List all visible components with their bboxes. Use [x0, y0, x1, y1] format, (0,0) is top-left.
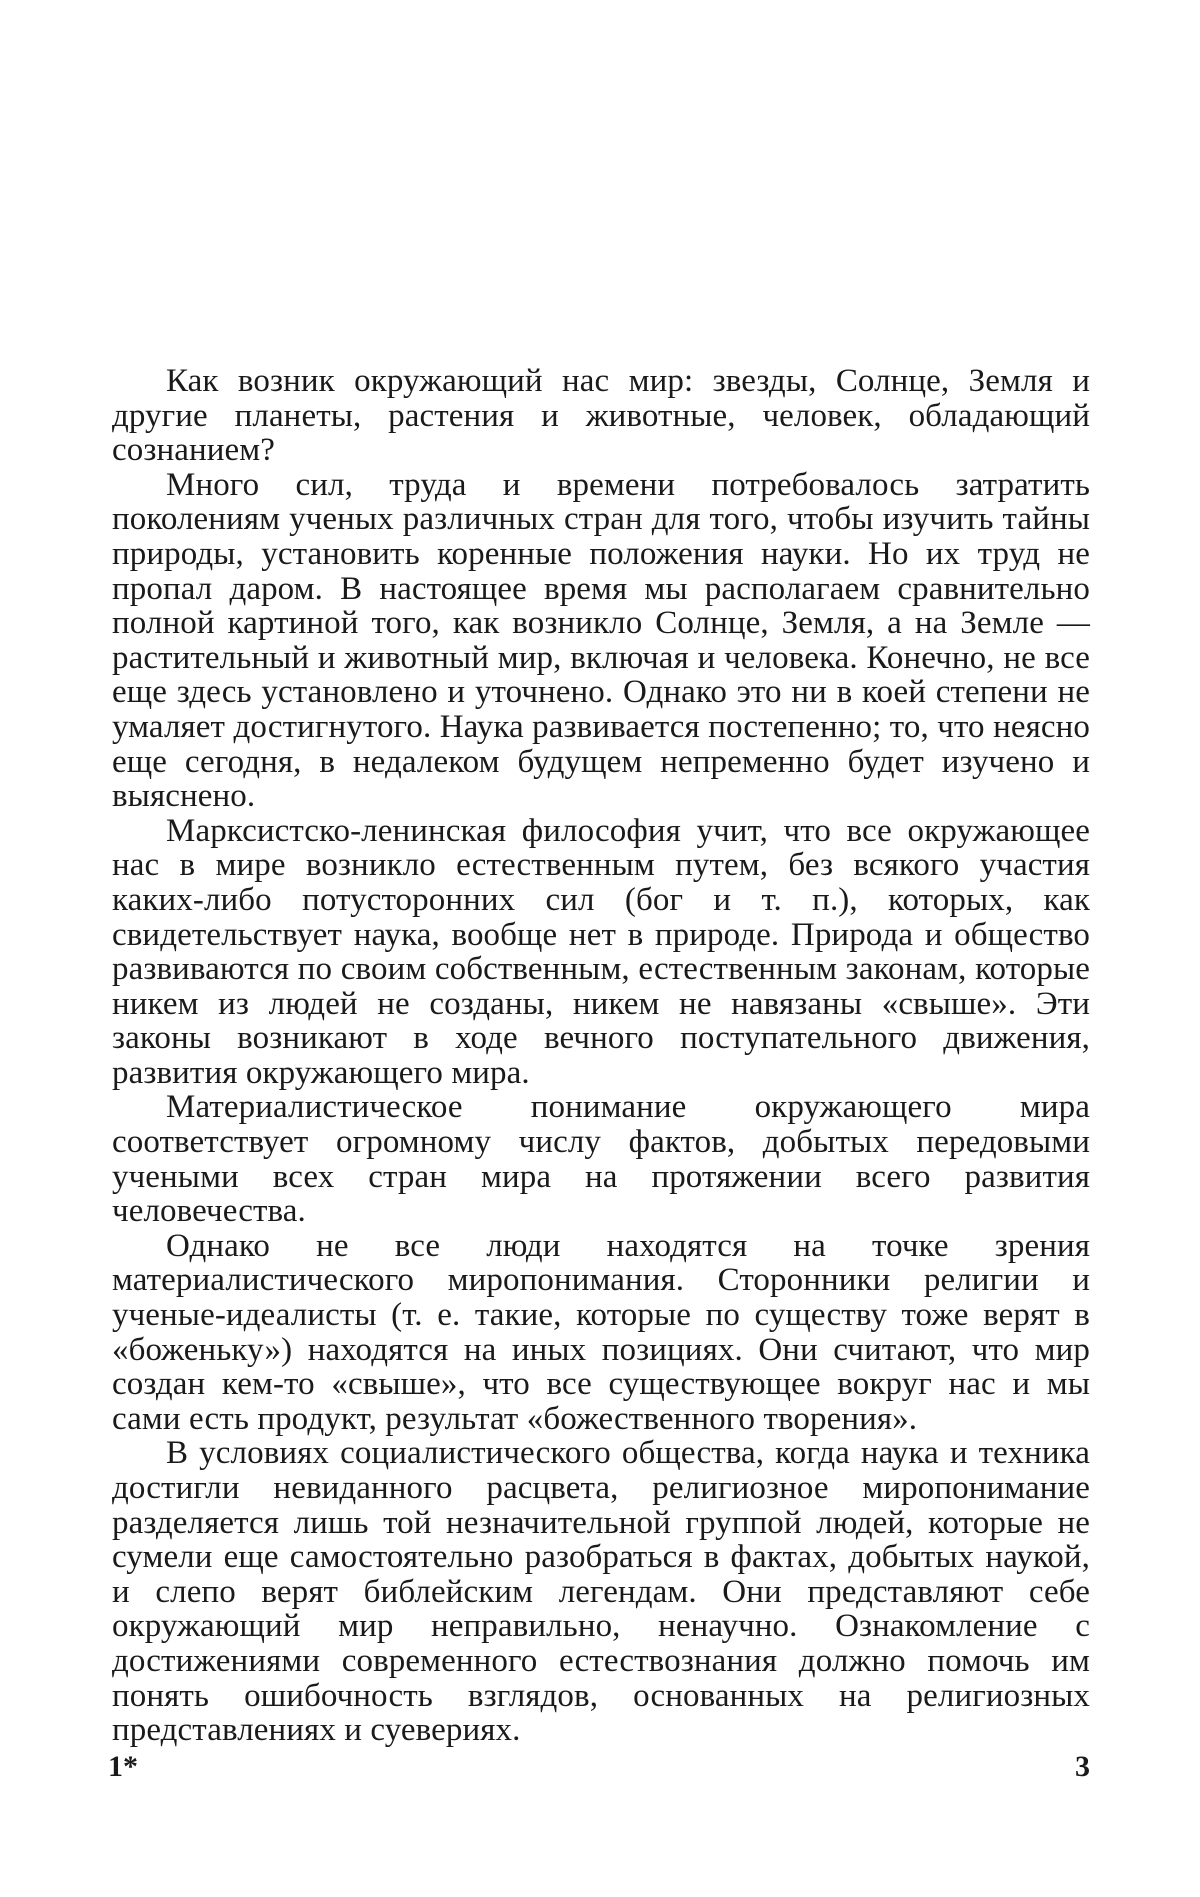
paragraph-2: Много сил, труда и времени потребовалось затратить поколениям ученых различных стран для того, чтобы изучить тайны природы, установить коренные положения науки. Но их труд не пропал даром. В настоящее время мы располагаем сравнительно полной картиной того, как возникло Солнце, Земля, а на Земле — растительный и животный мир, включая и человека. Конечно, не все еще здесь установлено и уточнено. Однако это ни в коей степени не умаляет достигнутого. Наука развивается постепенно; то, что неясно еще сегодня, в недалеком будущем непременно будет изучено и выяснено.	[112, 468, 1090, 814]
paragraph-3: Марксистско-ленинская философия учит, что все окружающее нас в мире возникло естественным путем, без всякого участия каких-либо потусторонних сил (бог и т. п.), которых, как свидетельствует наука, вообще нет в природе. Природа и общество развиваются по своим собственным, естественным законам, которые никем из людей не созданы, никем не навязаны «свыше». Эти законы возникают в ходе вечного поступательного движения, развития окружающего мира.	[112, 814, 1090, 1091]
book-page	[0, 0, 1200, 1897]
page-number: 3	[1075, 1750, 1090, 1784]
paragraph-5: Однако не все люди находятся на точке зрения материалистического миропонимания. Сторонники религии и ученые-идеалисты (т. е. такие, которые по существу тоже верят в «боженьку») находятся на иных позициях. Они считают, что мир создан кем-то «свыше», что все существующее вокруг нас и мы сами есть продукт, результат «божественного творения».	[112, 1229, 1090, 1437]
signature-mark: 1*	[108, 1750, 138, 1784]
paragraph-1: Как возник окружающий нас мир: звезды, Солнце, Земля и другие планеты, растения и животные, человек, обладающий сознанием?	[112, 364, 1090, 468]
page-footer	[108, 1750, 1090, 1790]
body-text	[112, 364, 1090, 1748]
paragraph-6: В условиях социалистического общества, когда наука и техника достигли невиданного расцвета, религиозное миропонимание разделяется лишь той незначительной группой людей, которые не сумели еще самостоятельно разобраться в фактах, добытых наукой, и слепо верят библейским легендам. Они представляют себе окружающий мир неправильно, ненаучно. Ознакомление с достижениями современного естествознания должно помочь им понять ошибочность взглядов, основанных на религиозных представлениях и суевериях.	[112, 1436, 1090, 1747]
paragraph-4: Материалистическое понимание окружающего мира соответствует огромному числу фактов, добытых передовыми учеными всех стран мира на протяжении всего развития человечества.	[112, 1090, 1090, 1228]
